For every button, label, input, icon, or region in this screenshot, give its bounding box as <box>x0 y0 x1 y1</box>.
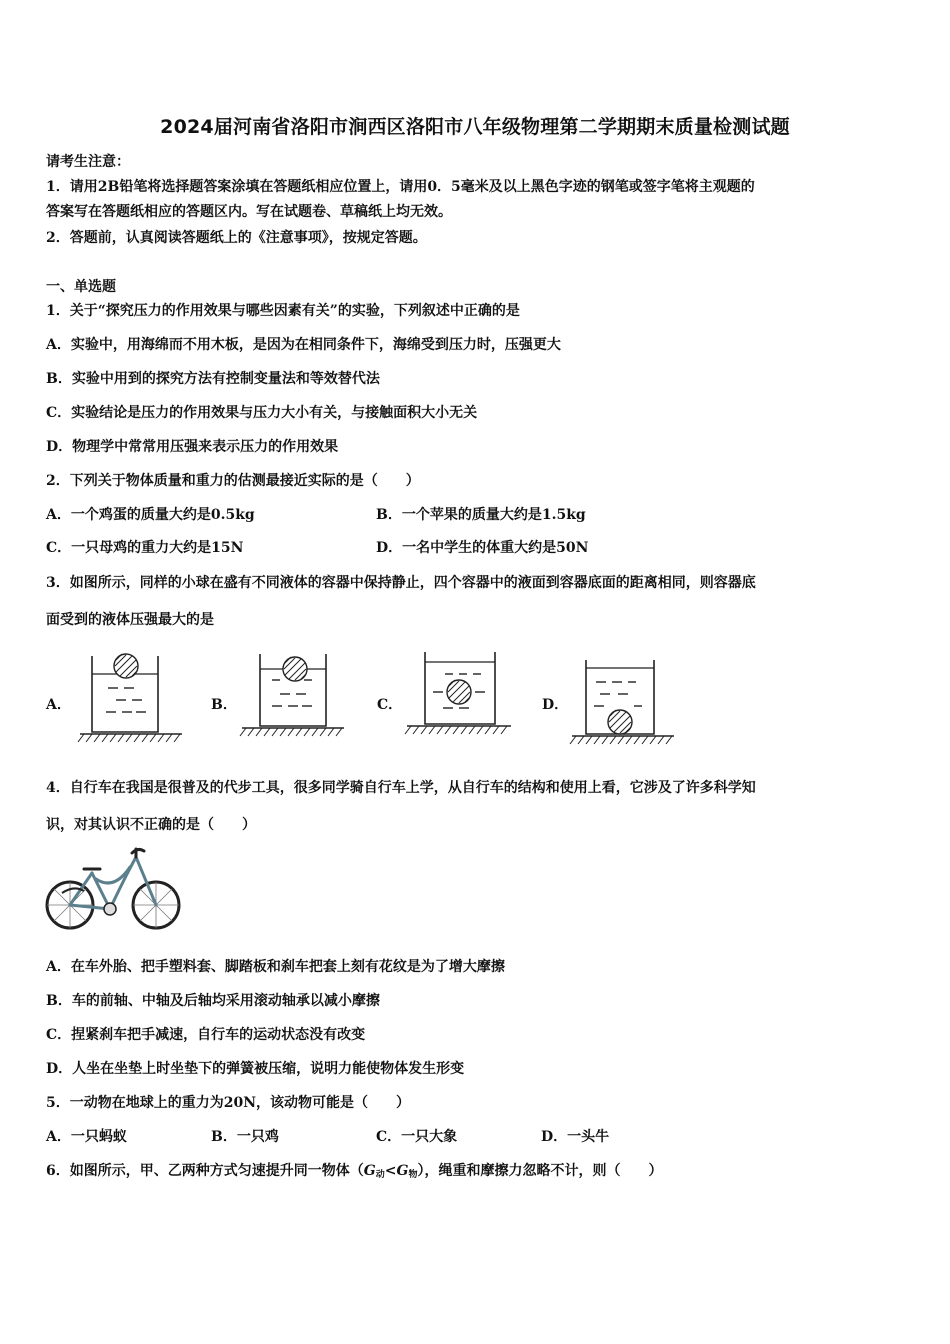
q1-option-c: C．实验结论是压力的作用效果与压力大小有关，与接触面积大小无关 <box>46 405 478 421</box>
ball-icon <box>608 710 632 734</box>
q3-label-c: C． <box>377 697 403 713</box>
ball-icon <box>114 654 138 678</box>
q1-option-a: A．实验中，用海绵而不用木板，是因为在相同条件下，海绵受到压力时，压强更大 <box>46 337 561 353</box>
q3-label-b: B． <box>211 697 237 713</box>
notice-line-2: 答案写在答题纸相应的答题区内。写在试题卷、草稿纸上均无效。 <box>46 204 452 220</box>
q6-stem-pre: 6．如图所示，甲、乙两种方式匀速提升同一物体（ <box>46 1163 364 1179</box>
q3-stem-1: 3．如图所示，同样的小球在盛有不同液体的容器中保持静止，四个容器中的液面到容器底面的距离相同，则容器底 <box>46 575 756 591</box>
ball-icon <box>447 680 471 704</box>
q2-row-2 <box>46 538 906 558</box>
q3-label-d: D． <box>542 697 569 713</box>
q5-option-d: D．一头牛 <box>541 1129 610 1145</box>
page-title: 2024届河南省洛阳市涧西区洛阳市八年级物理第二学期期末质量检测试题 <box>160 116 790 138</box>
q6-less-than: < <box>384 1163 397 1179</box>
q4-stem-1: 4．自行车在我国是很普及的代步工具，很多同学骑自行车上学，从自行车的结构和使用上看，它涉及了许多科学知 <box>46 780 756 796</box>
q2-option-c: C．一只母鸡的重力大约是15N <box>46 540 244 556</box>
q5-option-a: A．一只蚂蚁 <box>46 1129 127 1145</box>
notice-line-3: 2．答题前，认真阅读答题纸上的《注意事项》，按规定答题。 <box>46 230 427 246</box>
q6-sub-1: 动 <box>375 1170 385 1180</box>
q5-stem: 5．一动物在地球上的重力为20N，该动物可能是（ ） <box>46 1095 411 1111</box>
q3-label-a: A． <box>46 697 71 713</box>
q6-sub-2: 物 <box>408 1170 418 1180</box>
q4-option-d: D．人坐在坐垫上时坐垫下的弹簧被压缩，说明力能使物体发生形变 <box>46 1061 465 1077</box>
q1-option-b: B．实验中用到的探究方法有控制变量法和等效替代法 <box>46 371 380 387</box>
notice-line-1: 1．请用2B铅笔将选择题答案涂填在答题纸相应位置上，请用0．5毫米及以上黑色字迹的钢笔或签字笔将主观题的 <box>46 179 755 195</box>
q4-option-c: C．捏紧刹车把手减速，自行车的运动状态没有改变 <box>46 1027 366 1043</box>
ball-icon <box>283 657 307 681</box>
q3-container-c <box>405 648 513 744</box>
q4-option-a: A．在车外胎、把手塑料套、脚踏板和刹车把套上刻有花纹是为了增大摩擦 <box>46 959 505 975</box>
q5-option-b: B．一只鸡 <box>211 1129 279 1145</box>
q4-stem-2: 识，对其认识不正确的是（ ） <box>46 817 256 833</box>
q1-option-d: D．物理学中常常用压强来表示压力的作用效果 <box>46 439 339 455</box>
notice-heading: 请考生注意： <box>46 154 130 170</box>
q4-option-b: B．车的前轴、中轴及后轴均采用滚动轴承以减小摩擦 <box>46 993 380 1009</box>
section-heading: 一、单选题 <box>46 279 116 295</box>
q6-stem <box>46 1161 906 1185</box>
q2-option-a: A．一个鸡蛋的质量大约是0.5kg <box>46 507 255 523</box>
q3-container-d <box>570 656 676 748</box>
q3-container-b <box>240 650 346 746</box>
q6-g-symbol-1: G <box>363 1163 376 1179</box>
q3-container-a <box>78 650 184 746</box>
q5-option-c: C．一只大象 <box>376 1129 458 1145</box>
q3-stem-2: 面受到的液体压强最大的是 <box>46 612 214 628</box>
q6-stem-post: ），绳重和摩擦力忽略不计，则（ ） <box>417 1163 663 1179</box>
bicycle-icon <box>44 843 184 935</box>
q2-option-b: B．一个苹果的质量大约是1.5kg <box>376 507 586 523</box>
q6-g-symbol-2: G <box>396 1163 409 1179</box>
q1-stem: 1．关于“探究压力的作用效果与哪些因素有关”的实验，下列叙述中正确的是 <box>46 303 520 319</box>
q5-options <box>46 1127 906 1147</box>
q2-row-1 <box>46 505 906 525</box>
q2-option-d: D．一名中学生的体重大约是50N <box>376 540 589 556</box>
q2-stem: 2．下列关于物体质量和重力的估测最接近实际的是（ ） <box>46 473 420 489</box>
